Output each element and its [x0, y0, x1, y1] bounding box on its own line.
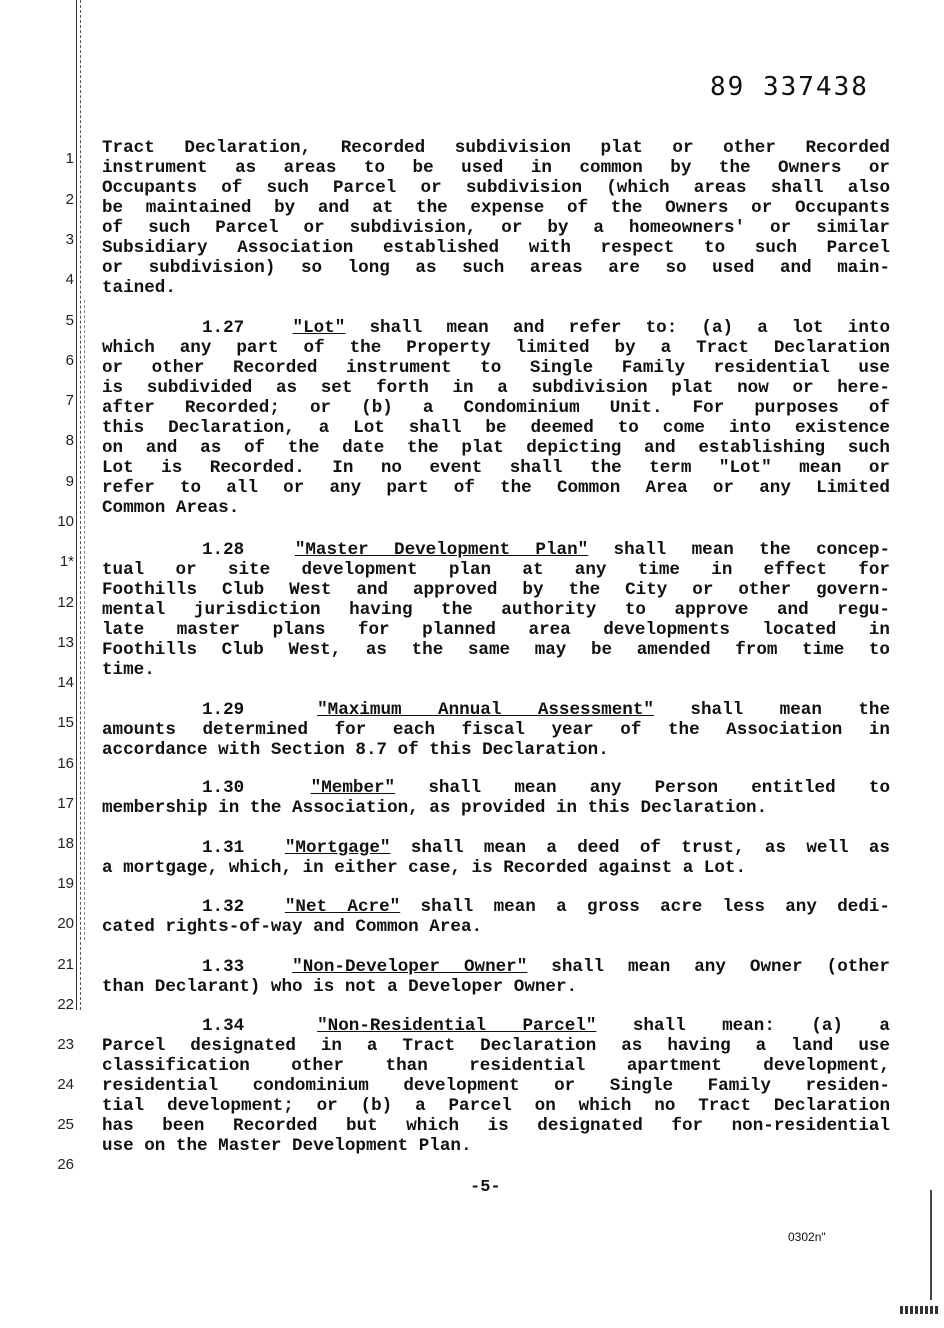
- definition-heading-line: [102, 318, 890, 338]
- text-line: Parcel designated in a Tract Declaration as having a land use: [102, 1036, 890, 1056]
- line-number: 22: [57, 996, 74, 1013]
- section-number: 1.33: [202, 957, 245, 977]
- definition-text: shall mean the: [690, 700, 890, 720]
- line-number: 10: [57, 513, 74, 530]
- definition-heading-line: [102, 700, 890, 720]
- definition-text: shall mean: (a) a: [632, 1016, 890, 1036]
- document-number: 89 337438: [710, 72, 869, 102]
- definition-1-34: [102, 1016, 890, 1156]
- line-number: 5: [65, 312, 74, 329]
- text-line: late master plans for planned area developments located in: [102, 620, 890, 640]
- text-line: than Declarant) who is not a Developer Owner.: [102, 977, 578, 997]
- text-line: use on the Master Development Plan.: [102, 1136, 472, 1156]
- definition-text: shall mean any Person entitled to: [428, 778, 890, 798]
- defined-term: "Maximum Annual Assessment": [317, 700, 654, 720]
- text-line: on and as of the date the plat depicting and establishing such: [102, 438, 890, 458]
- line-number: 2: [65, 191, 74, 208]
- text-line: Lot is Recorded. In no event shall the term "Lot" mean or: [102, 458, 890, 478]
- definition-1-31: [102, 838, 890, 878]
- line-number: 18: [57, 835, 74, 852]
- text-line: accordance with Section 8.7 of this Declaration.: [102, 740, 609, 760]
- section-number: 1.29: [202, 700, 245, 720]
- definition-text: shall mean any Owner (other: [551, 957, 890, 977]
- section-number: 1.31: [202, 838, 245, 858]
- text-line: Foothills Club West and approved by the City or other govern-: [102, 580, 890, 600]
- definition-heading-line: [102, 957, 890, 977]
- defined-term: "Non-Developer Owner": [292, 957, 528, 977]
- scan-artifact: [900, 1306, 940, 1314]
- text-line: time.: [102, 660, 155, 680]
- line-number: 15: [57, 714, 74, 731]
- text-line: of such Parcel or subdivision, or by a homeowners' or similar: [102, 218, 890, 238]
- definition-heading-line: [102, 897, 890, 917]
- definition-text: shall mean the concep-: [613, 540, 890, 560]
- definition-1-28: [102, 540, 890, 680]
- line-number: 17: [57, 795, 74, 812]
- page-number: -5-: [470, 1178, 501, 1197]
- line-number: 25: [57, 1116, 74, 1133]
- line-number: 16: [57, 755, 74, 772]
- text-line: this Declaration, a Lot shall be deemed to come into existence: [102, 418, 890, 438]
- text-line: amounts determined for each fiscal year of the Association in: [102, 720, 890, 740]
- text-line: a mortgage, which, in either case, is Recorded against a Lot.: [102, 858, 747, 878]
- line-number: 14: [57, 674, 74, 691]
- paragraph-continuation: [102, 138, 890, 298]
- text-line: be maintained by and at the expense of the Owners or Occupants: [102, 198, 890, 218]
- text-line: Common Areas.: [102, 498, 240, 518]
- text-line: instrument as areas to be used in common by the Owners or: [102, 158, 890, 178]
- defined-term: "Master Development Plan": [294, 540, 589, 560]
- defined-term: "Member": [310, 778, 396, 798]
- definition-heading-line: [102, 838, 890, 858]
- definition-1-30: [102, 778, 890, 818]
- margin-rule-faint: [84, 300, 85, 940]
- defined-term: "Lot": [292, 318, 346, 338]
- definition-1-29: [102, 700, 890, 760]
- text-line: membership in the Association, as provided in this Declaration.: [102, 798, 768, 818]
- line-number: 1: [65, 150, 74, 167]
- section-number: 1.30: [202, 778, 245, 798]
- text-line: mental jurisdiction having the authority to approve and regu-: [102, 600, 890, 620]
- line-number: 8: [65, 432, 74, 449]
- line-number: 12: [57, 594, 74, 611]
- definition-text: shall mean a deed of trust, as well as: [410, 838, 890, 858]
- line-number: 6: [65, 352, 74, 369]
- text-line: tained.: [102, 278, 176, 298]
- line-number: 3: [65, 231, 74, 248]
- line-number: 20: [57, 915, 74, 932]
- margin-rule-dashed: [80, 0, 81, 1010]
- text-line: or subdivision) so long as such areas are so used and main-: [102, 258, 890, 278]
- definition-text: shall mean and refer to: (a) a lot into: [369, 318, 890, 338]
- definition-heading-line: [102, 778, 890, 798]
- section-number: 1.28: [202, 540, 245, 560]
- line-number: 1*: [59, 553, 74, 570]
- line-number: 23: [57, 1036, 74, 1053]
- definition-1-33: [102, 957, 890, 997]
- line-number: 26: [57, 1156, 74, 1173]
- footer-code: 0302n": [788, 1230, 826, 1244]
- text-line: is subdivided as set forth in a subdivision plat now or here-: [102, 378, 890, 398]
- text-line: after Recorded; or (b) a Condominium Unit. For purposes of: [102, 398, 890, 418]
- line-number: 19: [57, 875, 74, 892]
- text-line: refer to all or any part of the Common Area or any Limited: [102, 478, 890, 498]
- text-line: cated rights-of-way and Common Area.: [102, 917, 483, 937]
- section-number: 1.27: [202, 318, 245, 338]
- section-number: 1.32: [202, 897, 245, 917]
- text-line: Foothills Club West, as the same may be amended from time to: [102, 640, 890, 660]
- text-line: classification other than residential apartment development,: [102, 1056, 890, 1076]
- defined-term: "Non-Residential Parcel": [317, 1016, 597, 1036]
- right-edge-mark: [930, 1190, 932, 1300]
- text-line: residential condominium development or Single Family residen-: [102, 1076, 890, 1096]
- text-line: tual or site development plan at any time in effect for: [102, 560, 890, 580]
- text-line: has been Recorded but which is designated for non-residential: [102, 1116, 890, 1136]
- line-number: 7: [65, 392, 74, 409]
- line-number: 9: [65, 473, 74, 490]
- line-number: 13: [57, 634, 74, 651]
- text-line: or other Recorded instrument to Single Family residential use: [102, 358, 890, 378]
- text-line: Occupants of such Parcel or subdivision (which areas shall also: [102, 178, 890, 198]
- line-number: 21: [57, 956, 74, 973]
- defined-term: "Mortgage": [284, 838, 391, 858]
- defined-term: "Net Acre": [284, 897, 401, 917]
- line-number: 24: [57, 1076, 74, 1093]
- text-line: which any part of the Property limited by a Tract Declaration: [102, 338, 890, 358]
- definition-heading-line: [102, 540, 890, 560]
- text-line: tial development; or (b) a Parcel on which no Tract Declaration: [102, 1096, 890, 1116]
- definition-text: shall mean a gross acre less any dedi-: [420, 897, 890, 917]
- text-line: Subsidiary Association established with respect to such Parcel: [102, 238, 890, 258]
- margin-rule: [76, 0, 77, 1010]
- definition-heading-line: [102, 1016, 890, 1036]
- definition-1-27: [102, 318, 890, 518]
- definition-1-32: [102, 897, 890, 937]
- text-line: Tract Declaration, Recorded subdivision plat or other Recorded: [102, 138, 890, 158]
- section-number: 1.34: [202, 1016, 245, 1036]
- line-number: 4: [65, 271, 74, 288]
